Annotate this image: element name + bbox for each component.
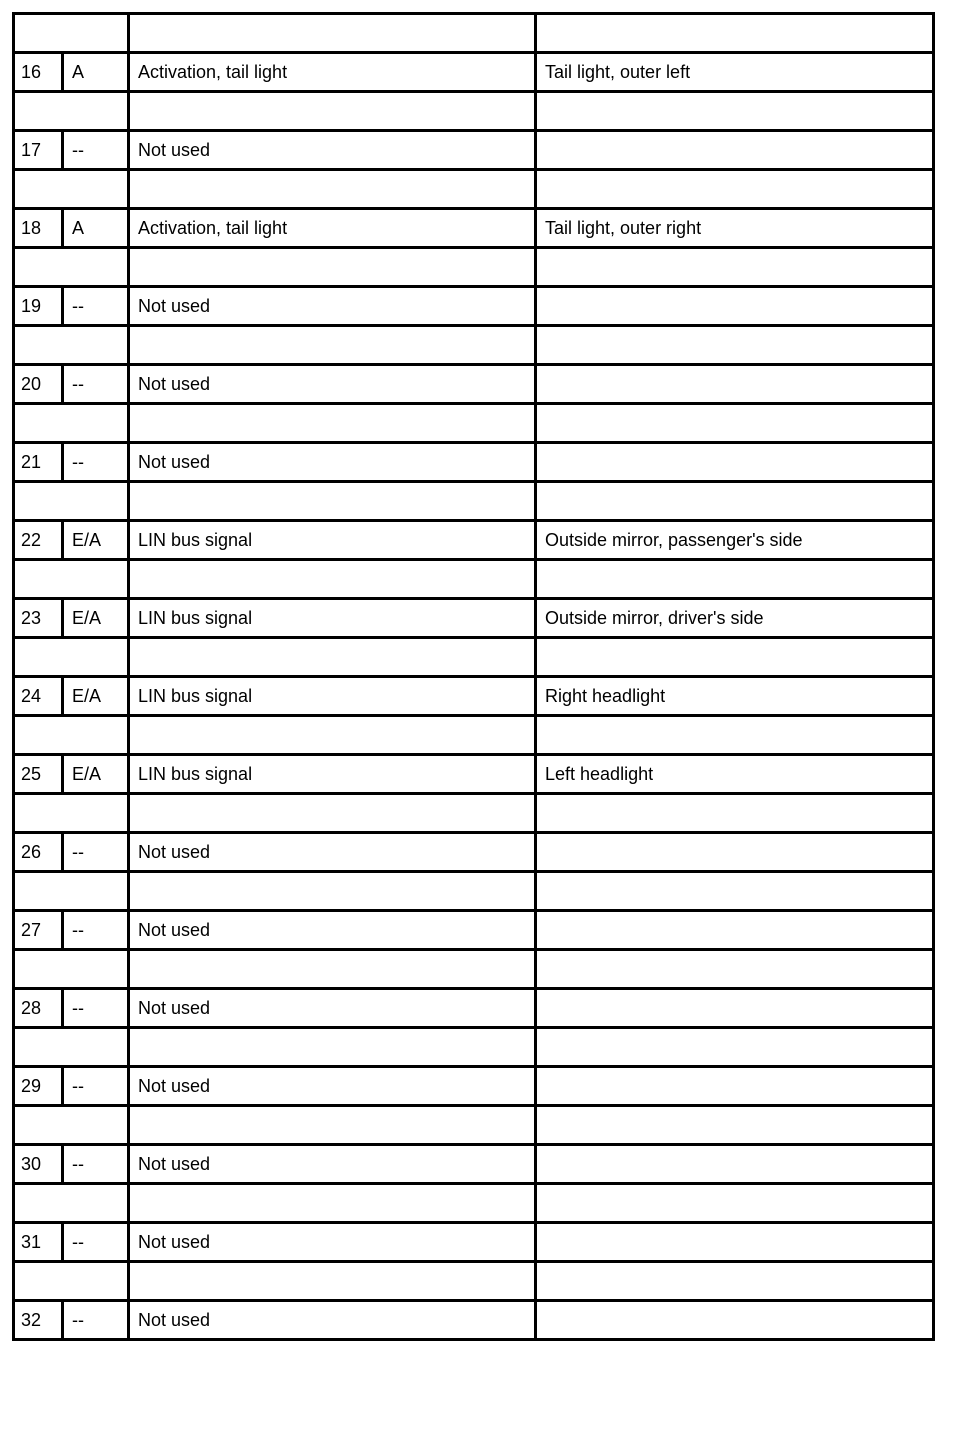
component-cell [536,131,934,170]
function-cell: Not used [129,1223,536,1262]
table-row [14,755,934,794]
spacer-cell [536,638,934,677]
signal-direction-cell: E/A [63,521,129,560]
pin-number-cell: 31 [14,1223,63,1262]
function-cell: Not used [129,1145,536,1184]
spacer-cell [536,248,934,287]
spacer-row [14,14,934,53]
pin-number-cell: 30 [14,1145,63,1184]
pin-number-cell: 16 [14,53,63,92]
spacer-cell [129,794,536,833]
component-cell [536,989,934,1028]
pin-number-cell: 25 [14,755,63,794]
pin-assignment-table [12,12,935,1341]
pin-table-body [14,14,934,1340]
spacer-cell [129,14,536,53]
spacer-cell [536,794,934,833]
pin-number-cell: 32 [14,1301,63,1340]
spacer-cell [14,638,129,677]
spacer-cell [14,560,129,599]
spacer-row [14,716,934,755]
pin-number-cell: 18 [14,209,63,248]
spacer-cell [14,872,129,911]
component-cell [536,1223,934,1262]
table-row [14,443,934,482]
spacer-cell [129,716,536,755]
table-row [14,989,934,1028]
spacer-row [14,638,934,677]
spacer-cell [129,950,536,989]
function-cell: Not used [129,1067,536,1106]
table-row [14,1301,934,1340]
function-cell: LIN bus signal [129,521,536,560]
spacer-cell [129,248,536,287]
spacer-cell [129,326,536,365]
spacer-cell [14,794,129,833]
signal-direction-cell: E/A [63,755,129,794]
component-cell [536,1301,934,1340]
signal-direction-cell: E/A [63,599,129,638]
function-cell: LIN bus signal [129,599,536,638]
spacer-row [14,404,934,443]
spacer-cell [14,1106,129,1145]
spacer-row [14,1028,934,1067]
spacer-cell [14,404,129,443]
spacer-cell [536,872,934,911]
spacer-row [14,794,934,833]
spacer-row [14,872,934,911]
spacer-cell [129,1184,536,1223]
spacer-cell [536,950,934,989]
spacer-cell [536,1262,934,1301]
function-cell: Not used [129,365,536,404]
spacer-cell [129,872,536,911]
signal-direction-cell: A [63,53,129,92]
signal-direction-cell: -- [63,1301,129,1340]
component-cell [536,443,934,482]
spacer-row [14,248,934,287]
spacer-cell [129,1262,536,1301]
spacer-row [14,1184,934,1223]
spacer-cell [536,716,934,755]
spacer-cell [14,170,129,209]
component-cell: Right headlight [536,677,934,716]
spacer-cell [536,404,934,443]
spacer-cell [536,1106,934,1145]
signal-direction-cell: -- [63,131,129,170]
spacer-cell [14,950,129,989]
signal-direction-cell: -- [63,1223,129,1262]
pin-number-cell: 23 [14,599,63,638]
function-cell: Not used [129,989,536,1028]
component-cell [536,1145,934,1184]
pin-number-cell: 28 [14,989,63,1028]
pin-number-cell: 22 [14,521,63,560]
signal-direction-cell: E/A [63,677,129,716]
function-cell: Activation, tail light [129,53,536,92]
spacer-cell [536,560,934,599]
component-cell [536,287,934,326]
signal-direction-cell: -- [63,989,129,1028]
spacer-cell [129,170,536,209]
pin-number-cell: 17 [14,131,63,170]
spacer-row [14,1262,934,1301]
spacer-cell [129,482,536,521]
signal-direction-cell: -- [63,1145,129,1184]
table-row [14,1223,934,1262]
function-cell: Not used [129,443,536,482]
component-cell [536,911,934,950]
spacer-cell [14,14,129,53]
table-row [14,131,934,170]
spacer-cell [536,92,934,131]
spacer-cell [129,92,536,131]
function-cell: Not used [129,131,536,170]
function-cell: Not used [129,833,536,872]
spacer-cell [129,638,536,677]
table-row [14,1145,934,1184]
spacer-cell [14,326,129,365]
component-cell: Outside mirror, passenger's side [536,521,934,560]
spacer-cell [14,1262,129,1301]
component-cell: Tail light, outer left [536,53,934,92]
signal-direction-cell: -- [63,443,129,482]
spacer-cell [536,482,934,521]
spacer-cell [14,248,129,287]
spacer-cell [14,92,129,131]
component-cell: Tail light, outer right [536,209,934,248]
pin-number-cell: 20 [14,365,63,404]
table-row [14,833,934,872]
pin-number-cell: 26 [14,833,63,872]
spacer-row [14,1106,934,1145]
spacer-cell [129,1106,536,1145]
table-row [14,677,934,716]
table-row [14,365,934,404]
spacer-row [14,950,934,989]
signal-direction-cell: -- [63,833,129,872]
signal-direction-cell: -- [63,287,129,326]
spacer-row [14,92,934,131]
table-row [14,911,934,950]
function-cell: LIN bus signal [129,677,536,716]
component-cell [536,365,934,404]
pin-number-cell: 21 [14,443,63,482]
spacer-cell [536,326,934,365]
spacer-cell [129,1028,536,1067]
signal-direction-cell: -- [63,365,129,404]
function-cell: Not used [129,911,536,950]
function-cell: Not used [129,1301,536,1340]
spacer-cell [14,1184,129,1223]
table-row [14,209,934,248]
pin-number-cell: 24 [14,677,63,716]
signal-direction-cell: A [63,209,129,248]
spacer-cell [536,170,934,209]
component-cell [536,1067,934,1106]
function-cell: Not used [129,287,536,326]
spacer-row [14,560,934,599]
table-row [14,521,934,560]
function-cell: Activation, tail light [129,209,536,248]
component-cell [536,833,934,872]
spacer-row [14,170,934,209]
spacer-cell [536,14,934,53]
component-cell: Outside mirror, driver's side [536,599,934,638]
spacer-cell [129,560,536,599]
spacer-cell [14,482,129,521]
pin-number-cell: 29 [14,1067,63,1106]
spacer-cell [14,1028,129,1067]
table-row [14,53,934,92]
signal-direction-cell: -- [63,911,129,950]
signal-direction-cell: -- [63,1067,129,1106]
spacer-cell [129,404,536,443]
spacer-cell [14,716,129,755]
pin-number-cell: 27 [14,911,63,950]
spacer-cell [536,1028,934,1067]
spacer-row [14,326,934,365]
spacer-row [14,482,934,521]
function-cell: LIN bus signal [129,755,536,794]
pin-number-cell: 19 [14,287,63,326]
spacer-cell [536,1184,934,1223]
table-row [14,1067,934,1106]
table-row [14,287,934,326]
table-row [14,599,934,638]
component-cell: Left headlight [536,755,934,794]
